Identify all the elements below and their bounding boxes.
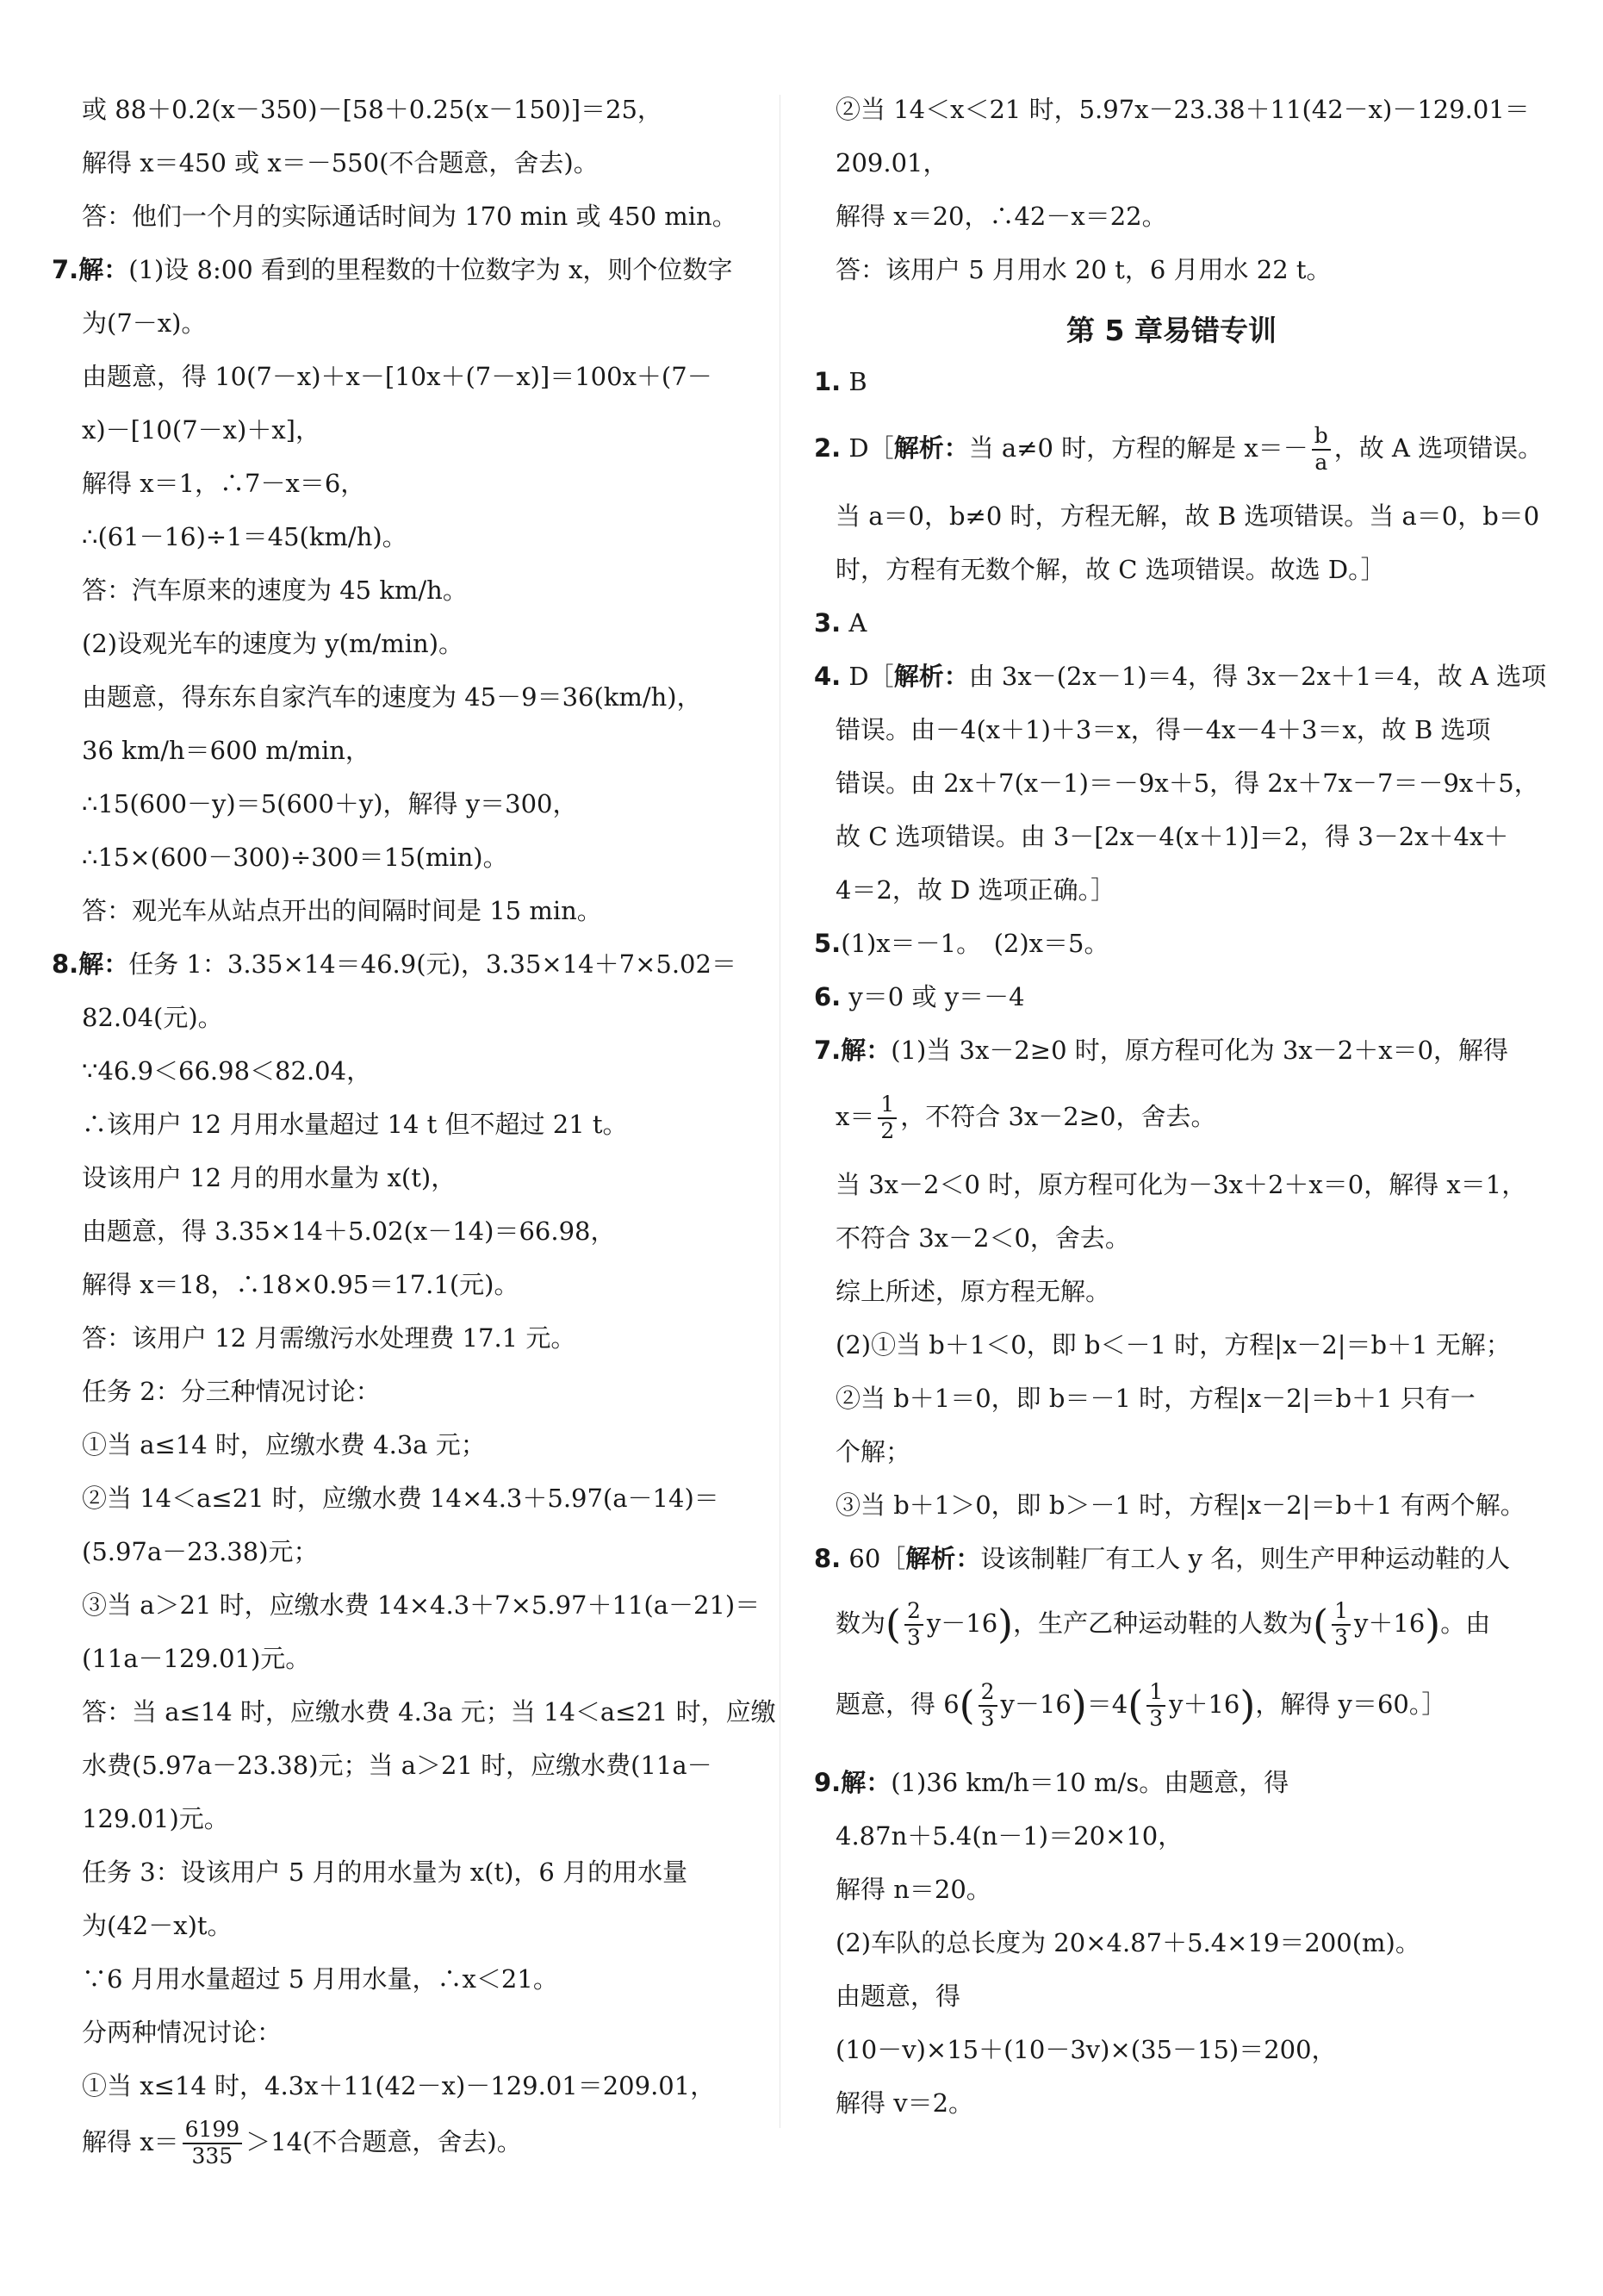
text-line: ②当 14＜a≤21 时，应缴水费 14×4.3＋5.97(a－14)＝: [82, 1484, 719, 1513]
text-line: 答：他们一个月的实际通话时间为 170 min 或 450 min。: [82, 202, 737, 231]
text-segment: y－16: [1000, 1689, 1072, 1719]
text-line: 209.01，: [836, 148, 948, 177]
numerator: b: [1312, 424, 1331, 451]
text-line: 故 C 选项错误。由 3－[2x－4(x＋1)]＝2，得 3－2x＋4x＋: [836, 822, 1509, 851]
text-line: (5.97a－23.38)元；: [82, 1537, 319, 1566]
answer: y＝0 或 y＝－4: [848, 982, 1025, 1011]
question-number: 1.: [814, 367, 842, 396]
text-line: 解得 v＝2。: [836, 2088, 974, 2118]
text-line: ③当 b＋1＞0，即 b＞－1 时，方程|x－2|＝b＋1 有两个解。: [836, 1490, 1525, 1520]
text-line: x)－[10(7－x)＋x]，: [82, 415, 320, 445]
text-segment: ，解得 y＝60。］: [1255, 1689, 1447, 1719]
question-number: 5.: [814, 929, 842, 958]
question-2: [814, 424, 1543, 476]
numerator: 1: [1332, 1599, 1351, 1626]
section-heading: 第 5 章易错专训: [1066, 314, 1277, 347]
paren: (: [1128, 1682, 1144, 1729]
question-7: [52, 255, 732, 285]
text-line: 答：该用户 12 月需缴污水处理费 17.1 元。: [82, 1323, 576, 1353]
text-line: 129.01)元。: [82, 1804, 229, 1833]
question-number: 6.: [814, 982, 842, 1011]
text-line: 由题意，得: [836, 1982, 961, 2011]
question-4: [814, 662, 1546, 692]
paren: ): [997, 1601, 1014, 1648]
fraction: [1332, 1599, 1351, 1651]
question-number: 4.: [814, 662, 842, 691]
text-segment: (1)当 3x－2≥0 时，原方程可化为 3x－2＋x＝0，解得: [891, 1036, 1509, 1065]
text-line: 任务 2：分三种情况讨论：: [82, 1377, 381, 1406]
solution-label: 解：: [78, 255, 129, 284]
denominator: 3: [1149, 1705, 1164, 1731]
text-segment: 题意，得 6: [836, 1689, 960, 1719]
question-number: 8.: [814, 1544, 842, 1573]
text-line: ∴15(600－y)＝5(600＋y)，解得 y＝300，: [82, 789, 578, 818]
paren: ): [1240, 1682, 1256, 1729]
paren: (: [1313, 1601, 1329, 1648]
question-9: [814, 1768, 1289, 1798]
text-segment: ＞14(不合题意，舍去)。: [245, 2126, 522, 2156]
text-line: 分两种情况讨论：: [82, 2018, 283, 2047]
text-line: ②当 b＋1＝0，即 b＝－1 时，方程|x－2|＝b＋1 只有一: [836, 1384, 1476, 1413]
text-line: [836, 1092, 1216, 1144]
text-line: (1)设 8:00 看到的里程数的十位数字为 x，则个位数字: [128, 255, 733, 284]
answer: D［: [848, 432, 894, 463]
solution-label: 解：: [78, 949, 129, 979]
numerator: 1: [878, 1092, 897, 1119]
paren: ): [1425, 1601, 1441, 1648]
text-segment: 设该制鞋厂有工人 y 名，则生产甲种运动鞋的人: [980, 1544, 1511, 1573]
text-line: 综上所述，原方程无解。: [836, 1277, 1111, 1306]
text-line: 当 a＝0，b≠0 时，方程无解，故 B 选项错误。当 a＝0，b＝0: [836, 501, 1540, 531]
text-line: 答：该用户 5 月用水 20 t，6 月用水 22 t。: [836, 255, 1332, 284]
numerator: 2: [904, 1599, 923, 1626]
text-line: (11a－129.01)元。: [82, 1644, 311, 1673]
answer: 60［: [848, 1544, 906, 1573]
solution-label: 解：: [841, 1036, 892, 1065]
question-number: 2.: [814, 432, 842, 463]
text-segment: ，生产乙种运动鞋的人数为: [1013, 1608, 1314, 1638]
answer: D［: [848, 662, 894, 691]
text-line: ∴该用户 12 月用水量超过 14 t 但不超过 21 t。: [82, 1110, 628, 1139]
text-line: 解得 n＝20。: [836, 1875, 991, 1904]
question-number: 7.: [52, 255, 79, 284]
text-line: 解得 x＝20，∴42－x＝22。: [836, 202, 1167, 231]
text-line: 任务 3：设该用户 5 月的用水量为 x(t)，6 月的用水量: [82, 1857, 688, 1887]
fraction: [1312, 424, 1331, 476]
text-line: 错误。由－4(x＋1)＋3＝x，得－4x－4＋3＝x，故 B 选项: [836, 715, 1491, 744]
analysis-label: 解析：: [905, 1544, 981, 1573]
text-line: (2)①当 b＋1＜0，即 b＜－1 时，方程|x－2|＝b＋1 无解；: [836, 1330, 1511, 1360]
denominator: 335: [191, 2143, 233, 2168]
fraction: [1146, 1680, 1165, 1732]
text-line: 4＝2，故 D 选项正确。］: [836, 875, 1116, 905]
fraction: [183, 2118, 243, 2169]
question-number: 3.: [814, 608, 842, 638]
numerator: 2: [979, 1680, 997, 1707]
denominator: 3: [906, 1624, 921, 1650]
question-7: [814, 1036, 1508, 1066]
text-segment: 。由: [1440, 1608, 1491, 1638]
text-line: 82.04(元)。: [82, 1003, 223, 1032]
question-8: [52, 949, 736, 980]
text-segment: ，故 A 选项错误。: [1333, 432, 1544, 463]
text-segment: 由 3x－(2x－1)＝4，得 3x－2x＋1＝4，故 A 选项: [968, 662, 1547, 691]
text-line: 解得 x＝1，∴7－x＝6，: [82, 469, 366, 498]
text-line: 不符合 3x－2＜0，舍去。: [836, 1223, 1130, 1253]
denominator: 3: [1334, 1624, 1348, 1650]
text-line: [836, 1680, 1446, 1732]
text-segment: y－16: [926, 1608, 998, 1638]
text-line: 个解；: [836, 1437, 911, 1466]
answer: (1)x＝－1。 (2)x＝5。: [841, 929, 1109, 958]
text-line: ∴(61－16)÷1＝45(km/h)。: [82, 522, 407, 551]
question-number: 8.: [52, 949, 79, 979]
text-segment: y＋16: [1169, 1689, 1240, 1719]
text-line: 设该用户 12 月的用水量为 x(t)，: [82, 1163, 457, 1192]
denominator: 2: [880, 1117, 895, 1143]
question-number: 9.: [814, 1768, 842, 1797]
text-line: ①当 a≤14 时，应缴水费 4.3a 元；: [82, 1430, 486, 1459]
text-line: 为(42－x)t。: [82, 1911, 233, 1940]
text-line: 水费(5.97a－23.38)元；当 a＞21 时，应缴水费(11a－: [82, 1751, 712, 1780]
paren: (: [959, 1682, 975, 1729]
text-line: 答：汽车原来的速度为 45 km/h。: [82, 576, 468, 605]
text-line: 由题意，得 10(7－x)＋x－[10x＋(7－x)]＝100x＋(7－: [82, 362, 712, 391]
text-line: ∵46.9＜66.98＜82.04，: [82, 1056, 372, 1086]
answer: B: [848, 367, 867, 396]
text-line: 当 3x－2＜0 时，原方程可化为－3x＋2＋x＝0，解得 x＝1，: [836, 1170, 1527, 1199]
question-3: [814, 608, 867, 638]
text-line: 4.87n＋5.4(n－1)＝20×10，: [836, 1821, 1184, 1851]
question-5: [814, 929, 1109, 959]
text-segment: y＋16: [1354, 1608, 1426, 1638]
text-segment: 数为: [836, 1608, 886, 1638]
text-line: 时，方程有无数个解，故 C 选项错误。故选 D。］: [836, 555, 1386, 584]
text-segment: 当 a≠0 时，方程的解是 x＝－: [968, 432, 1308, 463]
text-segment: x＝: [836, 1101, 875, 1131]
text-line: ②当 14＜x＜21 时，5.97x－23.38＋11(42－x)－129.01＝: [836, 95, 1530, 124]
text-segment: (1)36 km/h＝10 m/s。由题意，得: [891, 1768, 1289, 1797]
text-line: 答：观光车从站点开出的间隔时间是 15 min。: [82, 896, 602, 925]
text-line: ∴15×(600－300)÷300＝15(min)。: [82, 843, 508, 872]
fraction: [878, 1092, 897, 1144]
text-line: ①当 x≤14 时，4.3x＋11(42－x)－129.01＝209.01，: [82, 2071, 716, 2100]
analysis-label: 解析：: [893, 432, 969, 463]
text-segment: 解得 x＝: [82, 2126, 179, 2156]
fraction: [979, 1680, 997, 1732]
text-line: (10－v)×15＋(10－3v)×(35－15)＝200，: [836, 2035, 1337, 2064]
text-line: 为(7－x)。: [82, 308, 207, 338]
numerator: 1: [1146, 1680, 1165, 1707]
paren: (: [885, 1601, 901, 1648]
analysis-label: 解析：: [893, 662, 969, 691]
text-line: (2)设观光车的速度为 y(m/min)。: [82, 629, 464, 658]
question-6: [814, 982, 1025, 1012]
text-line: ③当 a＞21 时，应缴水费 14×4.3＋7×5.97＋11(a－21)＝: [82, 1590, 761, 1620]
fraction: [904, 1599, 923, 1651]
text-line: 解得 x＝450 或 x＝－550(不合题意，舍去)。: [82, 148, 599, 177]
paren: ): [1071, 1682, 1087, 1729]
denominator: a: [1314, 449, 1328, 475]
text-line: 或 88＋0.2(x－350)－[58＋0.25(x－150)]＝25，: [82, 95, 662, 124]
numerator: 6199: [183, 2118, 243, 2144]
text-line: 由题意，得 3.35×14＋5.02(x－14)＝66.98，: [82, 1216, 616, 1246]
solution-label: 解：: [841, 1768, 892, 1797]
text-line: 答：当 a≤14 时，应缴水费 4.3a 元；当 14＜a≤21 时，应缴: [82, 1697, 776, 1727]
text-segment: ＝4: [1086, 1689, 1128, 1719]
question-8: [814, 1544, 1510, 1574]
question-number: 7.: [814, 1036, 842, 1065]
text-line: [82, 2118, 522, 2169]
question-1: [814, 367, 867, 397]
text-line: (2)车队的总长度为 20×4.87＋5.4×19＝200(m)。: [836, 1928, 1420, 1957]
text-line: ∵6 月用水量超过 5 月用水量，∴x＜21。: [82, 1964, 558, 1994]
text-line: 由题意，得东东自家汽车的速度为 45－9＝36(km/h)，: [82, 682, 702, 712]
text-segment: ，不符合 3x－2≥0，舍去。: [900, 1101, 1216, 1131]
text-line: 36 km/h＝600 m/min，: [82, 736, 370, 765]
denominator: 3: [980, 1705, 995, 1731]
text-line: [836, 1599, 1490, 1651]
text-line: 任务 1：3.35×14＝46.9(元)，3.35×14＋7×5.02＝: [128, 949, 736, 979]
text-line: 错误。由 2x＋7(x－1)＝－9x＋5，得 2x＋7x－7＝－9x＋5，: [836, 768, 1539, 798]
text-line: 解得 x＝18，∴18×0.95＝17.1(元)。: [82, 1270, 519, 1299]
answer: A: [848, 608, 867, 638]
